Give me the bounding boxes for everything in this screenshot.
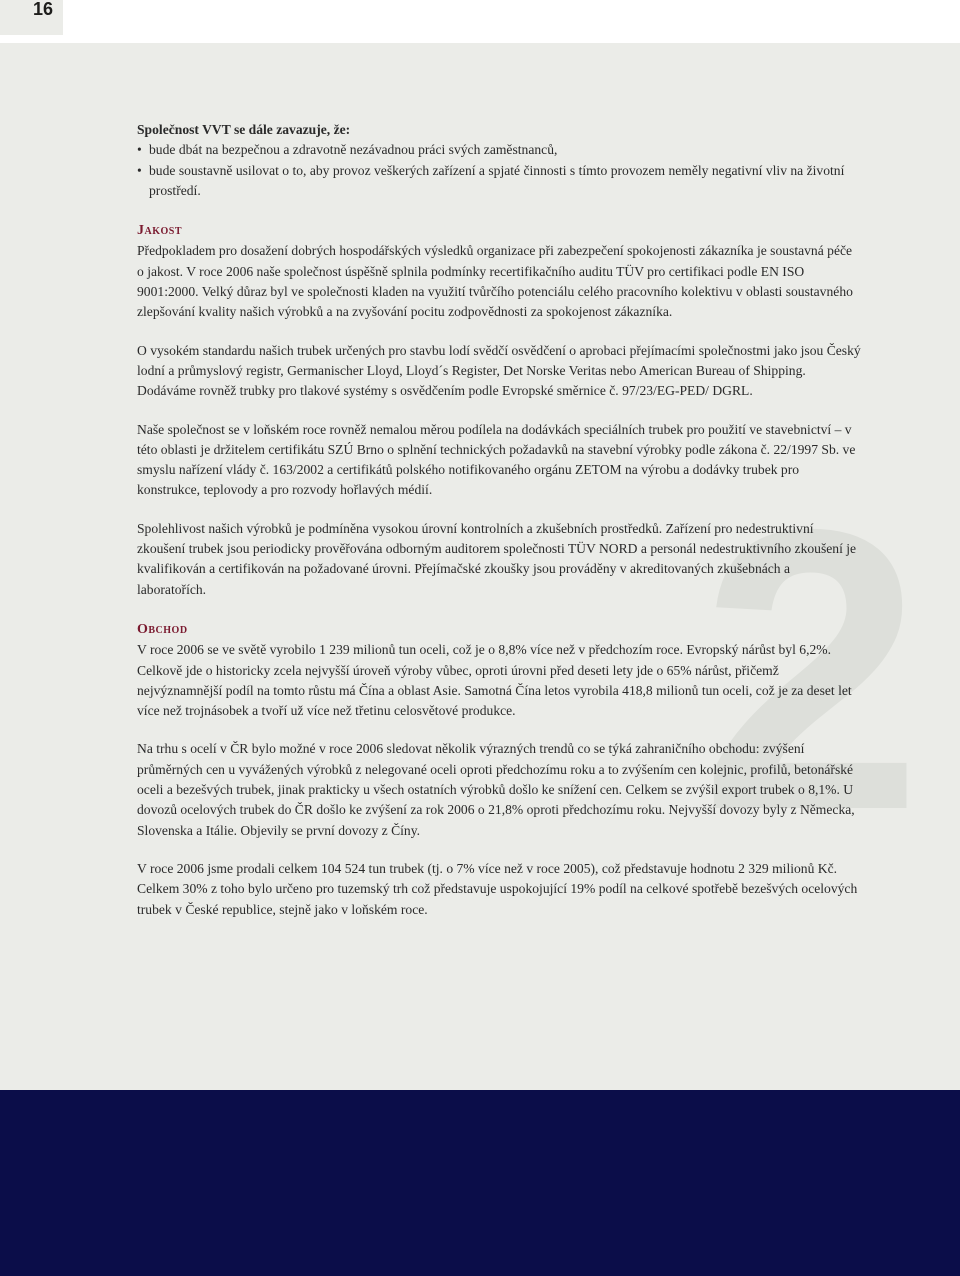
section-title-quality: Jakost [137, 223, 183, 239]
quality-paragraph: Spolehlivost našich výrobků je podmíněna vysokou úrovní kontrolních a zkušebních prostředků. Zařízení pro nedestruktivní zkoušení trubek jsou periodicky prověřována odborným auditorem společnosti TÜV NORD a personál nedestruktivního zkoušení je kvalifikován a certifikován na požadované úrovni. Přejímačské zkoušky jsou prováděny v akreditovaných zkušebnách a laboratořích. [137, 520, 857, 597]
commitment-item: • bude soustavně usilovat o to, aby provoz veškerých zařízení a spjaté činnosti s tímto provozem neměly negativní vliv na životní prostředí. [137, 161, 862, 202]
top-strip [0, 0, 960, 43]
chapter-number-watermark: 2 [700, 446, 923, 893]
trade-paragraph: Na trhu s ocelí v ČR bylo možné v roce 2006 sledovat několik výrazných trendů co se týká zahraničního obchodu: zvýšení průměrných cen u vyvážených výrobků z nelegované oceli oproti předchozímu roku a to zvýšením cen kolejnic, profilů, betonářské oceli a bezešvých trubek, jinak prakticky u všech ostatních výrobků došlo ke snížení cen. Celkem se zvýšil export trubek o 8,1%. U dovozů ocelových trubek do ČR došlo ke zvýšení za rok 2006 o 21,8% oproti předchozímu roku. Nejvyšší dovozy byly z Německa, Slovenska a Itálie. Objevily se první dovozy z Číny. [137, 741, 855, 838]
section-title-trade: Obchod [137, 621, 188, 637]
footer-band [0, 1090, 960, 1276]
commitments-list [137, 140, 862, 201]
page-number: 16 [0, 0, 63, 35]
commitments-heading: Společnost VVT se dále zavazuje, že: [137, 122, 351, 137]
trade-paragraph: V roce 2006 se ve světě vyrobilo 1 239 milionů tun oceli, což je o 8,8% více než v předchozím roce. Evropský nárůst byl 6,2%. Celkově jde o historicky zcela nejvyšší úroveň výroby vůbec, oproti úrovni před deseti lety jde o 65% nárůst, přičemž nejvýznamnější podíl na tomto růstu má Čína a oblast Asie. Samotná Čína letos vyrobila 418,8 milionů tun oceli, což je za deset let více než trojnásobek a tvoří už více než třetinu celosvětové produkce. [137, 642, 852, 719]
commitment-item: • bude dbát na bezpečnou a zdravotně nezávadnou práci svých zaměstnanců, [137, 140, 862, 160]
quality-paragraph: O vysokém standardu našich trubek určených pro stavbu lodí svědčí osvědčení o aprobaci přejímacími společnostmi jako jsou Český lodní a průmyslový registr, Germanischer Lloyd, Lloyd´s Register, Det Norske Veritas nebo American Bureau of Shipping. Dodáváme rovněž trubky pro tlakové systémy s osvědčením podle Evropské směrnice č. 97/23/EG-PED/ DGRL. [137, 342, 861, 399]
trade-paragraph: V roce 2006 jsme prodali celkem 104 524 tun trubek (tj. o 7% více než v roce 2005), což představuje hodnotu 2 329 milionů Kč. Celkem 30% z toho bylo určeno pro tuzemský trh což představuje uspokojující 19% podíl na celkové spotřebě bezešvých ocelových trubek v České republice, stejně jako v loňském roce. [137, 860, 858, 917]
main-content [137, 120, 862, 920]
quality-paragraph: Naše společnost se v loňském roce rovněž nemalou měrou podílela na dodávkách speciálních trubek pro použití ve stavebnictví – v této oblasti je držitelem certifikátu SZÚ Brno o splnění technických požadavků na stavební výrobky podle zákona č. 22/1997 Sb. ve smyslu nařízení vlády č. 163/2002 a certifikátů polského notifikovaného orgánu ZETOM na výrobu a dodávky trubek pro konstrukce, teplovody a pro rozvody hořlavých médií. [137, 421, 856, 498]
quality-paragraph: Předpokladem pro dosažení dobrých hospodářských výsledků organizace při zabezpečení spokojenosti zákazníka je soustavná péče o jakost. V roce 2006 naše společnost úspěšně splnila podmínky recertifikačního auditu TÜV pro certifikaci podle EN ISO 9001:2000. Velký důraz byl ve společnosti kladen na využití tvůrčího potenciálu celého pracovního kolektivu v oblasti soustavného zlepšování kvality našich výrobků a na zvyšování pocitu zodpovědnosti za spokojenost zákazníka. [137, 243, 853, 320]
